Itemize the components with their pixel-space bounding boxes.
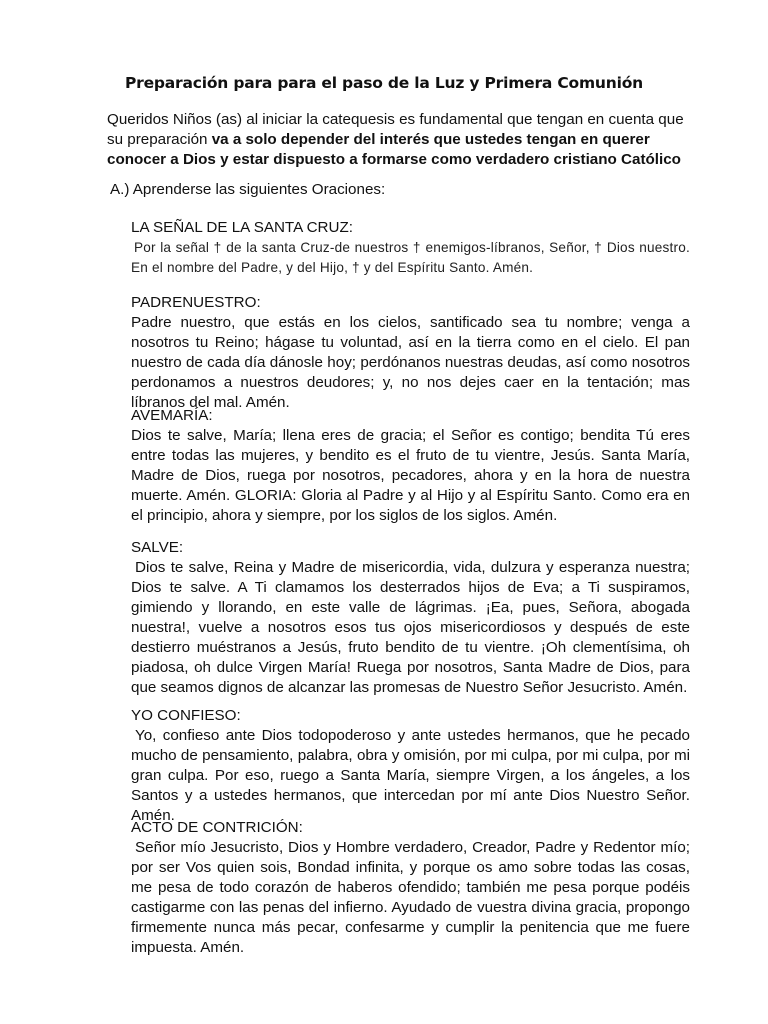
- intro-bold-text: va a solo depender del interés que ustedes tengan en querer conocer a Dios y estar dispuesto a formarse como verdadero cristiano Católico: [107, 131, 681, 168]
- prayer-text: Padre nuestro, que estás en los cielos, santificado sea tu nombre; venga a nosotros tu Reino; hágase tu voluntad, así en la tierra como en el cielo. El pan nuestro de cada día dánosle hoy; perdónanos nuestras deudas, así como nosotros perdonamos a nuestros deudores; y, no nos dejes caer en la tentación; mas líbranos del mal. Amén.: [131, 314, 690, 411]
- intro-text: Queridos Niños (as) al iniciar la catequesis es fundamental que tengan en cuenta que su preparación: [107, 111, 684, 148]
- prayer-heading: LA SEÑAL DE LA SANTA CRUZ:: [131, 219, 353, 236]
- prayer-heading: YO CONFIESO:: [131, 707, 241, 724]
- prayer-contricion: [131, 818, 690, 958]
- page-title: Preparación para para el paso de la Luz y Primera Comunión: [124, 74, 644, 92]
- prayer-heading: PADRENUESTRO:: [131, 294, 261, 311]
- prayer-senal: [131, 218, 690, 277]
- prayer-heading: SALVE:: [131, 539, 184, 556]
- prayer-text: Dios te salve, María; llena eres de gracia; el Señor es contigo; bendita Tú eres entre todas las mujeres, y bendito es el fruto de tu vientre, Jesús. Santa María, Madre de Dios, ruega por nosotros, pecadores, ahora y en la hora de nuestra muerte. Amén. GLORIA: Gloria al Padre y al Hijo y al Espíritu Santo. Como era en el principio, ahora y siempre, por los siglos de los siglos. Amén.: [131, 427, 690, 524]
- prayer-heading: AVEMARÍA:: [131, 407, 213, 424]
- prayer-confieso: [131, 706, 690, 826]
- prayer-avemaria: [131, 406, 690, 526]
- prayer-text: Por la señal † de la santa Cruz-de nuestros † enemigos-líbranos, Señor, † Dios nuestro. En el nombre del Padre, y del Hijo, † y del Espíritu Santo. Amén.: [131, 240, 690, 275]
- prayer-text: Yo, confieso ante Dios todopoderoso y ante ustedes hermanos, que he pecado mucho de pensamiento, palabra, obra y omisión, por mi culpa, por mi culpa, por mi gran culpa. Por eso, ruego a Santa María, siempre Virgen, a los ángeles, a los Santos y a ustedes hermanos, que intercedan por mí ante Dios Nuestro Señor. Amén.: [131, 727, 690, 824]
- prayer-heading: ACTO DE CONTRICIÓN:: [131, 819, 303, 836]
- section-a-heading: A.) Aprenderse las siguientes Oraciones:: [110, 181, 386, 198]
- prayer-text: Dios te salve, Reina y Madre de misericordia, vida, dulzura y esperanza nuestra; Dios te salve. A Ti clamamos los desterrados hijos de Eva; a Ti suspiramos, gimiendo y llorando, en este valle de lágrimas. ¡Ea, pues, Señora, abogada nuestra!, vuelve a nosotros esos tus ojos misericordiosos y después de este destierro muéstranos a Jesús, fruto bendito de tu vientre. ¡Oh clementísima, oh piadosa, oh dulce Virgen María! Ruega por nosotros, Santa Madre de Dios, para que seamos dignos de alcanzar las promesas de Nuestro Señor Jesucristo. Amén.: [131, 559, 690, 696]
- prayer-text: Señor mío Jesucristo, Dios y Hombre verdadero, Creador, Padre y Redentor mío; por ser Vos quien sois, Bondad infinita, y porque os amo sobre todas las cosas, me pesa de todo corazón de haberos ofendido; también me pesa porque podéis castigarme con las penas del infierno. Ayudado de vuestra divina gracia, propongo firmemente nunca más pecar, confesarme y cumplir la penitencia que me fuere impuesta. Amén.: [131, 839, 690, 956]
- intro-paragraph: [107, 110, 689, 170]
- prayer-salve: [131, 538, 690, 698]
- prayer-padrenuestro: [131, 293, 690, 413]
